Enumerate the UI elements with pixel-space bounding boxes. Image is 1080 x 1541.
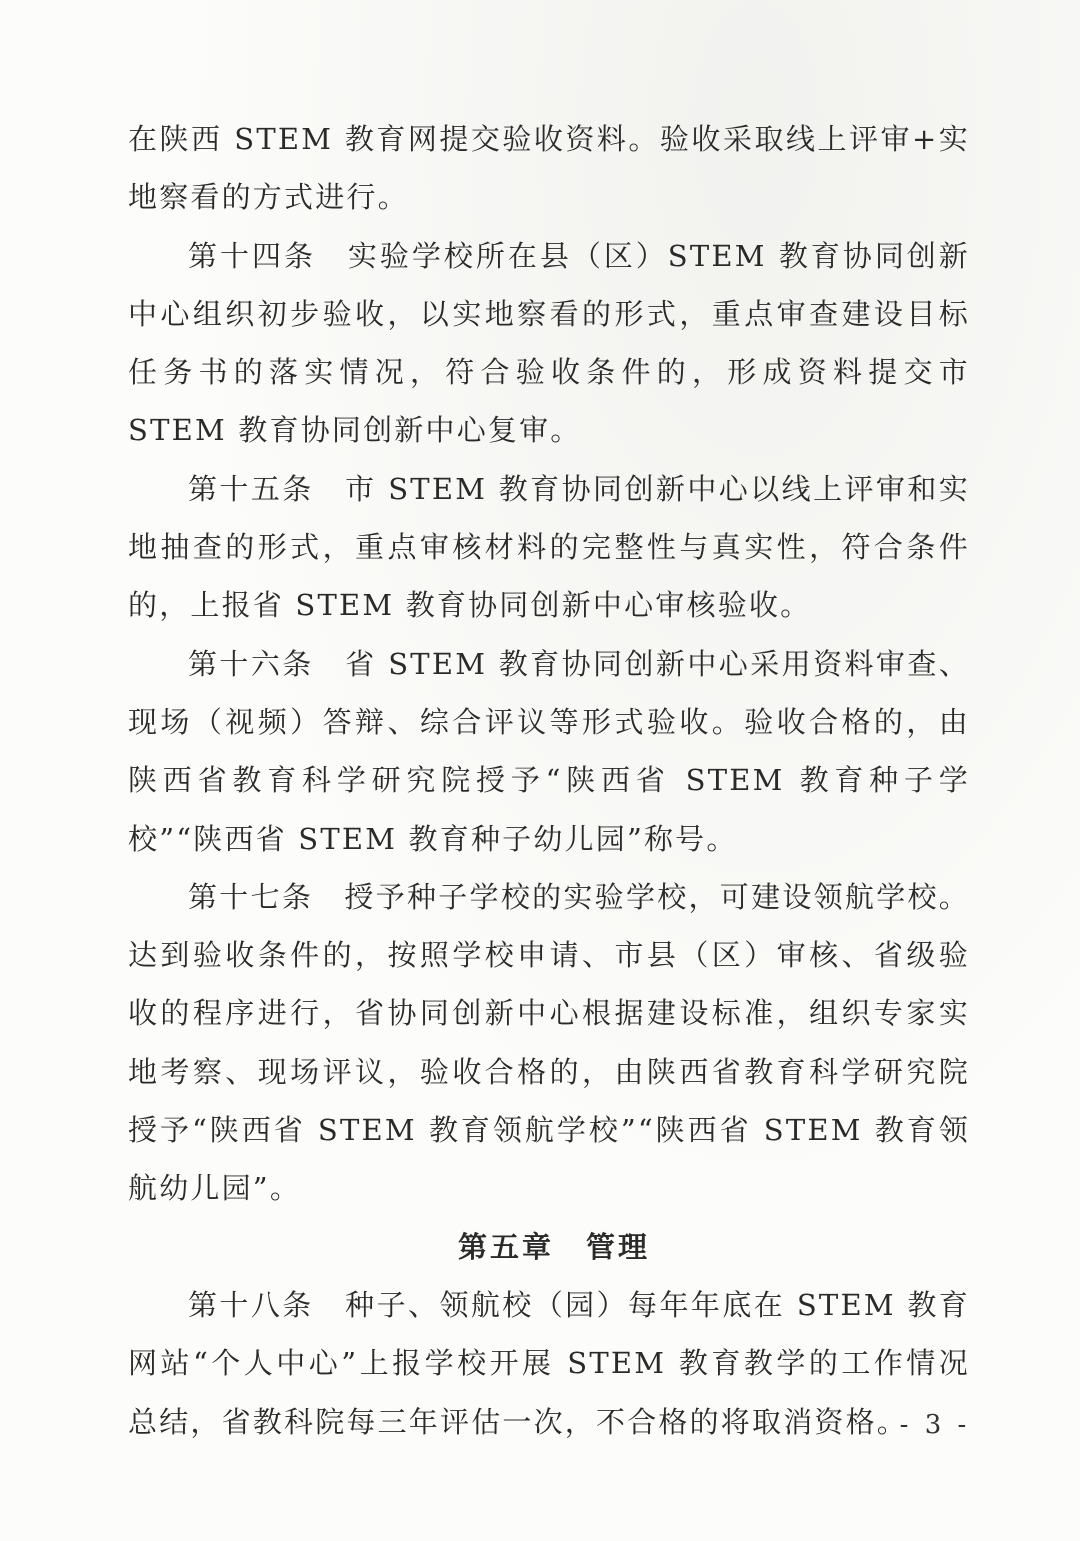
chapter-heading: 第五章 管理 xyxy=(457,1229,650,1264)
paragraph-continuation: 在陕西 STEM 教育网提交验收资料。验收采取线上评审+实地察看的方式进行。 xyxy=(128,122,970,215)
document-body xyxy=(128,110,970,1451)
paragraph-article-18: 第十八条 种子、领航校（园）每年年底在 STEM 教育网站“个人中心”上报学校开展 STEM 教育教学的工作情况总结，省教科院每三年评估一次，不合格的将取消资格。 xyxy=(128,1287,970,1439)
paragraph-article-14: 第十四条 实验学校所在县（区）STEM 教育协同创新中心组织初步验收，以实地察看的形式，重点审查建设目标任务书的落实情况，符合验收条件的，形成资料提交市 STEM 教育协同创新中心复审。 xyxy=(128,238,970,448)
paragraph-article-15: 第十五条 市 STEM 教育协同创新中心以线上评审和实地抽查的形式，重点审核材料的完整性与真实性，符合条件的，上报省 STEM 教育协同创新中心审核验收。 xyxy=(128,471,970,623)
paragraph-article-17: 第十七条 授予种子学校的实验学校，可建设领航学校。达到验收条件的，按照学校申请、市县（区）审核、省级验收的程序进行，省协同创新中心根据建设标准，组织专家实地考察、现场评议，验收合格的，由陕西省教育科学研究院授予“陕西省 STEM 教育领航学校”“陕西省 STEM 教育领航幼儿园”。 xyxy=(128,879,970,1206)
paragraph-article-16: 第十六条 省 STEM 教育协同创新中心采用资料审查、现场（视频）答辩、综合评议等形式验收。验收合格的，由陕西省教育科学研究院授予“陕西省 STEM 教育种子学校”“陕西省 STEM 教育种子幼儿园”称号。 xyxy=(128,646,970,856)
page-number: - 3 - xyxy=(899,1410,971,1440)
